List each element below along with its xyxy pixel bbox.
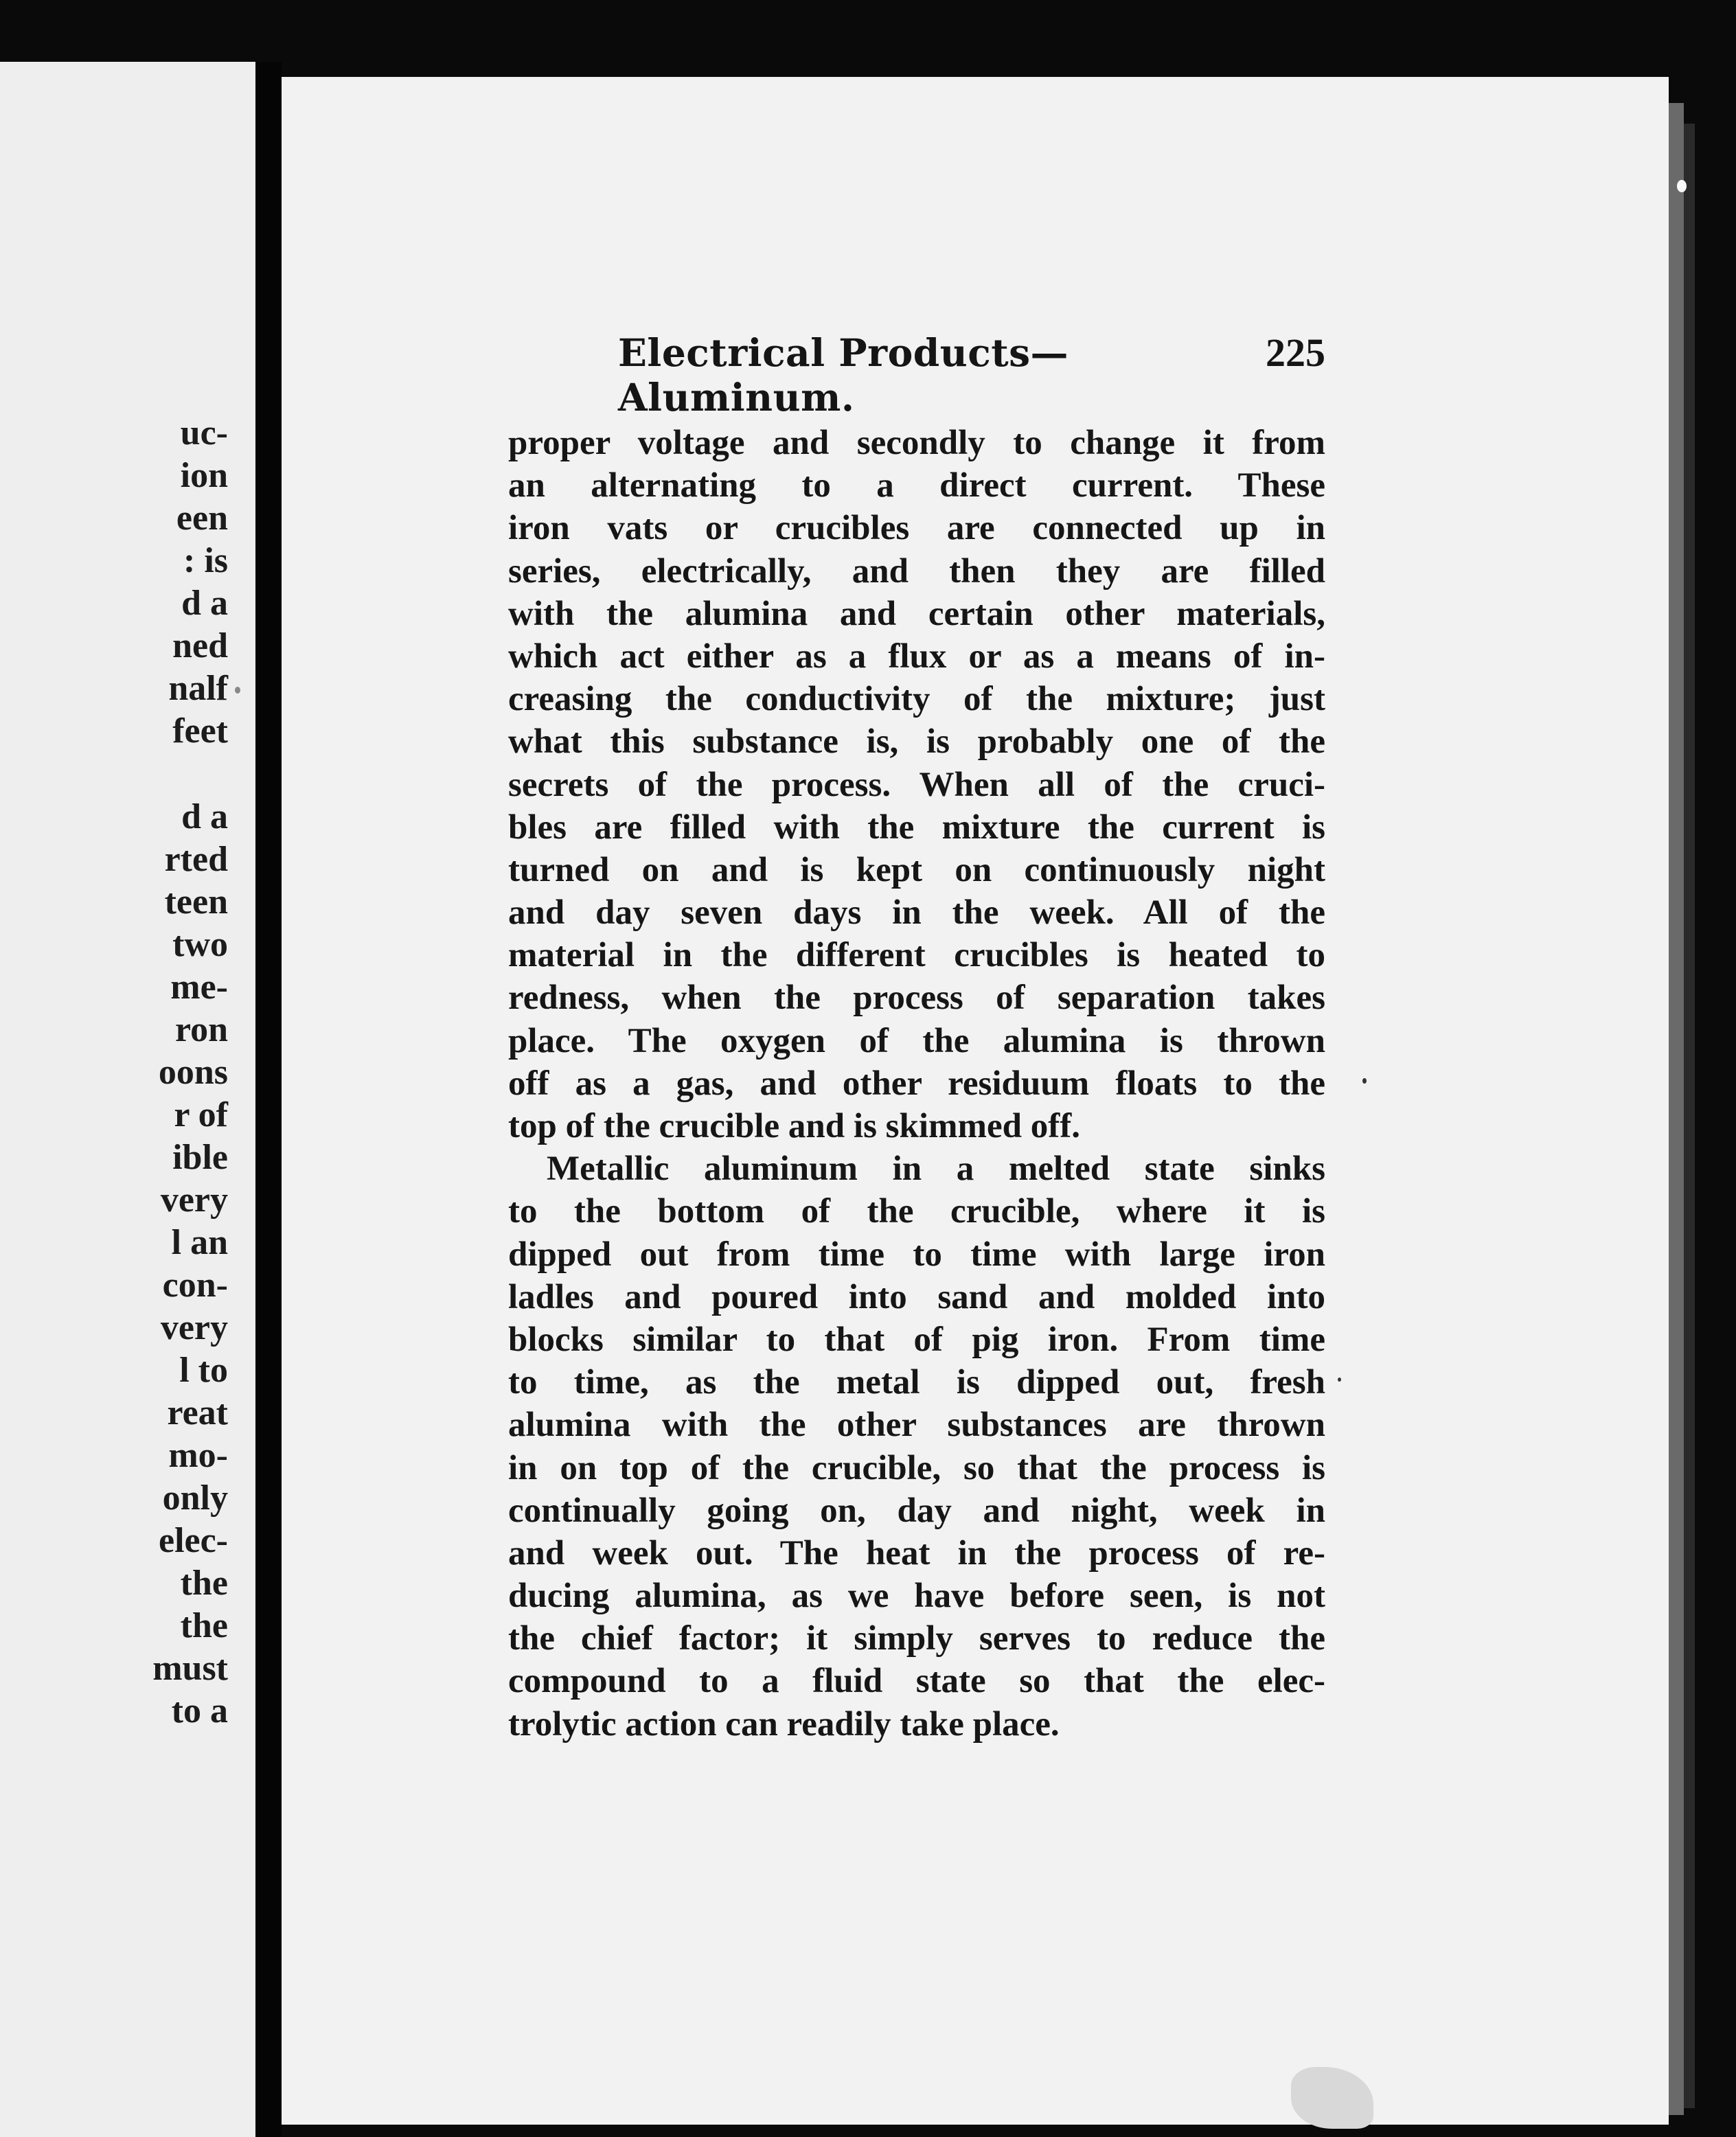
scan-speck <box>1362 1078 1367 1084</box>
page-edge <box>1669 103 1684 2115</box>
left-fragment: very <box>160 1180 228 1220</box>
left-fragment: must <box>152 1649 228 1688</box>
left-fragment: l to <box>179 1351 228 1390</box>
left-fragment: elec- <box>158 1521 228 1560</box>
left-fragment: mo- <box>168 1436 228 1475</box>
text-line: trolytic action can readily take place. <box>508 1704 1060 1744</box>
left-page-text-fragments <box>1 412 228 1733</box>
text-line: material in the different crucibles is heated to <box>508 936 1325 975</box>
text-line: Metallic aluminum in a melted state sinks <box>547 1150 1325 1189</box>
text-line: place. The oxygen of the alumina is thrown <box>508 1021 1325 1060</box>
text-line: blocks similar to that of pig iron. From time <box>508 1320 1325 1359</box>
text-line: compound to a fluid state so that the elec- <box>508 1662 1325 1701</box>
text-line: redness, when the process of separation takes <box>508 979 1325 1018</box>
text-line: turned on and is kept on continuously night <box>508 850 1325 889</box>
left-fragment: : is <box>183 541 228 580</box>
left-fragment: ible <box>172 1138 228 1177</box>
text-line: the chief factor; it simply serves to reduce the <box>508 1619 1325 1658</box>
scan-speck <box>235 687 240 694</box>
left-paragraph-gap <box>1 753 228 796</box>
left-fragment: oons <box>158 1053 228 1092</box>
left-fragment: een <box>176 499 228 538</box>
left-fragment: the <box>180 1564 228 1603</box>
left-fragment: r of <box>174 1095 228 1134</box>
text-line: bles are filled with the mixture the current is <box>508 808 1325 847</box>
body-text <box>508 422 1325 1746</box>
text-line: top of the crucible and is skimmed off. <box>508 1107 1080 1145</box>
left-fragment: nalf <box>168 669 228 708</box>
text-line: ladles and poured into sand and molded into <box>508 1277 1325 1316</box>
left-fragment: very <box>160 1308 228 1347</box>
left-fragment: two <box>172 925 228 964</box>
left-fragment: ron <box>174 1010 228 1049</box>
text-line: proper voltage and secondly to change it from <box>508 424 1325 462</box>
left-fragment: d a <box>181 797 228 836</box>
text-line: series, electrically, and then they are filled <box>508 551 1325 591</box>
text-line: and day seven days in the week. All of the <box>508 893 1325 933</box>
left-fragment: teen <box>164 882 228 922</box>
text-line: iron vats or crucibles are connected up in <box>508 509 1325 548</box>
text-line: which act either as a flux or as a means of in- <box>508 637 1325 676</box>
text-line: ducing alumina, as we have before seen, is not <box>508 1577 1325 1616</box>
scan-speck <box>1338 1378 1341 1382</box>
left-fragment: ion <box>180 456 228 495</box>
left-fragment: uc- <box>180 413 228 453</box>
left-fragment: the <box>180 1606 228 1645</box>
text-line: creasing the conductivity of the mixture; just <box>508 680 1325 719</box>
left-fragment: to a <box>171 1691 228 1730</box>
text-line: an alternating to a direct current. These <box>508 466 1325 505</box>
page-number: 225 <box>1266 330 1325 375</box>
left-fragment: reat <box>167 1393 228 1432</box>
text-line: to the bottom of the crucible, where it is <box>508 1192 1325 1231</box>
left-fragment: d a <box>181 584 228 623</box>
running-head <box>618 330 1325 420</box>
left-page <box>0 62 255 2137</box>
scan-speck <box>1677 180 1687 192</box>
left-fragment: con- <box>162 1266 228 1305</box>
text-line: continually going on, day and night, week in <box>508 1491 1325 1530</box>
paragraph-1 <box>508 422 1325 1147</box>
text-line: dipped out from time to time with large iron <box>508 1235 1325 1274</box>
text-line: in on top of the crucible, so that the process is <box>508 1448 1325 1487</box>
text-line: off as a gas, and other residuum floats to the <box>508 1064 1325 1103</box>
text-line: to time, as the metal is dipped out, fresh <box>508 1363 1325 1402</box>
book-gutter <box>255 62 282 2137</box>
paragraph-2 <box>508 1147 1325 1746</box>
left-fragment: rted <box>164 840 228 879</box>
running-head-title: Electrical Products—Aluminum. <box>618 330 1069 420</box>
left-fragment: only <box>162 1478 228 1518</box>
left-fragment: ned <box>172 626 228 665</box>
text-line: and week out. The heat in the process of re- <box>508 1533 1325 1573</box>
left-fragment: l an <box>171 1223 228 1262</box>
text-line: with the alumina and certain other materials, <box>508 594 1325 633</box>
text-line: alumina with the other substances are thrown <box>508 1406 1325 1445</box>
page-edge-shadow <box>1684 124 1695 2108</box>
left-fragment: feet <box>172 711 228 751</box>
left-fragment: me- <box>170 968 228 1007</box>
text-line: secrets of the process. When all of the cruci- <box>508 765 1325 804</box>
text-line: what this substance is, is probably one of the <box>508 722 1325 762</box>
